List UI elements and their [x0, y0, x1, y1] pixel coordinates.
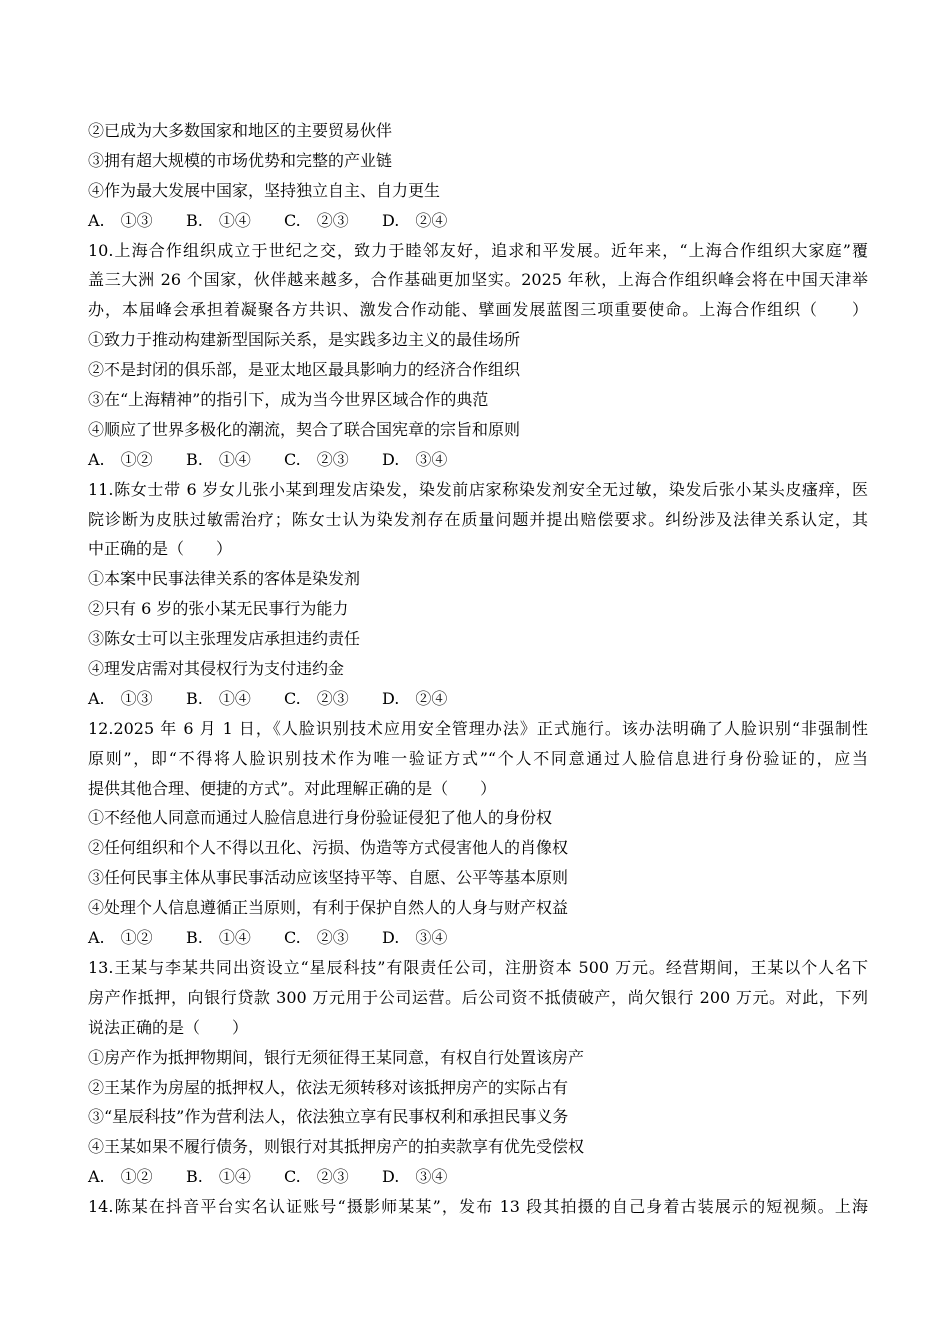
- text-line: ②已成为大多数国家和地区的主要贸易伙伴: [88, 121, 393, 140]
- text-line: ③拥有超大规模的市场优势和完整的产业链: [88, 150, 393, 170]
- text-line: 提供其他合理、便捷的方式”。对此理解正确的是（ ）: [88, 778, 497, 798]
- answer-option: C. ②③: [284, 449, 349, 469]
- text-line: ③“星辰科技”作为营利法人，依法独立享有民事权利和承担民事义务: [88, 1107, 569, 1127]
- question-stem-line: 办，本届峰会承担着凝聚各方共识、激发合作动能、擘画发展蓝图三项重要使命。上海合作组织（ ）: [88, 300, 868, 320]
- answer-option: C. ②③: [284, 928, 349, 948]
- question-stem-line: 原则”，即“不得将人脸识别技术作为唯一验证方式”“个人不同意通过人脸信息进行身份验证的，应当: [88, 748, 868, 768]
- answer-option: C. ②③: [284, 688, 349, 708]
- answer-options-row: [88, 445, 868, 475]
- text-line: ①房产作为抵押物期间，银行无须征得王某同意，有权自行处置该房产: [88, 1047, 585, 1067]
- answer-option: B. ①④: [186, 1167, 251, 1187]
- answer-option: A. ①②: [88, 928, 153, 948]
- question-stem-line: 房产作抵押，向银行贷款 300 万元用于公司运营。后公司资不抵债破产，尚欠银行 200 万元。对此，下列: [88, 987, 868, 1007]
- text-line: ④王某如果不履行债务，则银行对其抵押房产的拍卖款享有优先受偿权: [88, 1137, 585, 1157]
- answer-option: B. ①④: [186, 928, 251, 948]
- question-stem-line: 10.上海合作组织成立于世纪之交，致力于睦邻友好，追求和平发展。近年来，“上海合作组织大家庭”覆: [88, 240, 868, 260]
- answer-option: B. ①④: [186, 210, 251, 230]
- text-line: 说法正确的是（ ）: [88, 1017, 249, 1037]
- text-line: ④作为最大发展中国家，坚持独立自主、自力更生: [88, 180, 441, 200]
- text-line: ①不经他人同意而通过人脸信息进行身份验证侵犯了他人的身份权: [88, 808, 553, 828]
- answer-option: D. ③④: [382, 1167, 448, 1187]
- question-stem-line: 11.陈女士带 6 岁女儿张小某到理发店染发，染发前店家称染发剂安全无过敏，染发后张小某头皮瘙痒，医: [88, 479, 868, 499]
- text-line: ④顺应了世界多极化的潮流，契合了联合国宪章的宗旨和原则: [88, 419, 521, 439]
- question-stem-line: 盖三大洲 26 个国家，伙伴越来越多，合作基础更加坚实。2025 年秋，上海合作组织峰会将在中国天津举: [88, 270, 868, 290]
- answer-option: D. ③④: [382, 449, 448, 469]
- text-line: ④处理个人信息遵循正当原则，有利于保护自然人的人身与财产权益: [88, 898, 569, 918]
- answer-option: A. ①③: [88, 688, 153, 708]
- answer-options-row: [88, 923, 868, 953]
- answer-option: A. ①②: [88, 449, 153, 469]
- answer-options-row: [88, 684, 868, 714]
- answer-options-row: [88, 206, 868, 236]
- answer-option: B. ①④: [186, 688, 251, 708]
- question-stem-line: 14.陈某在抖音平台实名认证账号“摄影师某某”，发布 13 段其拍摄的自己身着古装展示的短视频。上海: [88, 1197, 868, 1217]
- answer-option: B. ①④: [186, 449, 251, 469]
- answer-option: D. ②④: [382, 688, 448, 708]
- question-stem-line: 13.王某与李某共同出资设立“星辰科技”有限责任公司，注册资本 500 万元。经营期间，王某以个人名下: [88, 957, 868, 977]
- answer-option: A. ①②: [88, 1167, 153, 1187]
- answer-option: C. ②③: [284, 1167, 349, 1187]
- text-line: ④理发店需对其侵权行为支付违约金: [88, 659, 345, 679]
- answer-option: D. ③④: [382, 928, 448, 948]
- text-line: ③在“上海精神”的指引下，成为当今世界区域合作的典范: [88, 390, 489, 410]
- question-stem-line: 院诊断为皮肤过敏需治疗；陈女士认为染发剂存在质量问题并提出赔偿要求。纠纷涉及法律关系认定，其: [88, 509, 868, 529]
- text-line: 中正确的是（ ）: [88, 539, 233, 559]
- exam-page: [88, 116, 868, 1222]
- question-stem-line: 12.2025 年 6 月 1 日，《人脸识别技术应用安全管理办法》正式施行。该办法明确了人脸识别“非强制性: [88, 718, 868, 738]
- answer-option: D. ②④: [382, 210, 448, 230]
- text-line: ③陈女士可以主张理发店承担违约责任: [88, 629, 361, 649]
- text-line: ①致力于推动构建新型国际关系，是实践多边主义的最佳场所: [88, 330, 521, 350]
- text-line: ①本案中民事法律关系的客体是染发剂: [88, 569, 361, 589]
- answer-options-row: [88, 1162, 868, 1192]
- answer-option: C. ②③: [284, 210, 349, 230]
- text-line: ②任何组织和个人不得以丑化、污损、伪造等方式侵害他人的肖像权: [88, 838, 569, 858]
- text-line: ②只有 6 岁的张小某无民事行为能力: [88, 599, 349, 619]
- text-line: ②不是封闭的俱乐部，是亚太地区最具影响力的经济合作组织: [88, 360, 521, 380]
- text-line: ②王某作为房屋的抵押权人，依法无须转移对该抵押房产的实际占有: [88, 1077, 569, 1097]
- text-line: ③任何民事主体从事民事活动应该坚持平等、自愿、公平等基本原则: [88, 868, 569, 888]
- answer-option: A. ①③: [88, 210, 153, 230]
